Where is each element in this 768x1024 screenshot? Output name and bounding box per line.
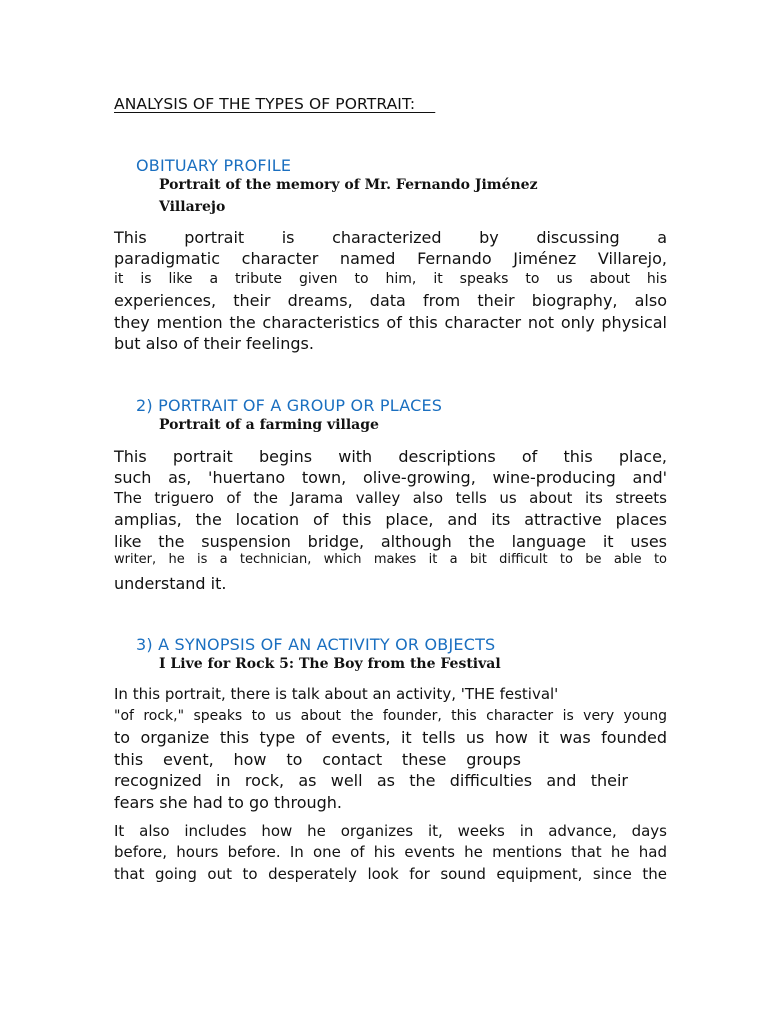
paragraph-line: In this portrait, there is talk about an activity, 'THE festival' xyxy=(114,685,559,703)
paragraph-line: amplias, the location of this place, and its attractive places xyxy=(114,510,667,529)
paragraph-line: "of rock," speaks to us about the founder, this character is very young xyxy=(114,708,667,724)
paragraph-line: like the suspension bridge, although the language it uses xyxy=(114,532,667,551)
paragraph-line: recognized in rock, as well as the difficulties and their xyxy=(114,771,628,790)
paragraph-line: understand it. xyxy=(114,574,227,593)
paragraph-line: to organize this type of events, it tells us how it was founded xyxy=(114,728,667,747)
paragraph-line: such as, 'huertano town, olive-growing, wine-producing and' xyxy=(114,468,667,487)
section-subheading: Villarejo xyxy=(159,199,226,215)
section-heading-obituary-profile: OBITUARY PROFILE xyxy=(136,156,292,175)
paragraph-line: this event, how to contact these groups xyxy=(114,750,521,769)
paragraph-line: they mention the characteristics of this character not only physical xyxy=(114,313,667,332)
paragraph-line: It also includes how he organizes it, weeks in advance, days xyxy=(114,822,667,840)
paragraph-line: The triguero of the Jarama valley also tells us about its streets xyxy=(114,489,667,507)
paragraph-line: that going out to desperately look for sound equipment, since the xyxy=(114,865,667,883)
paragraph-line: This portrait begins with descriptions of this place, xyxy=(114,447,667,466)
paragraph-line: before, hours before. In one of his events he mentions that he had xyxy=(114,843,667,861)
section-subheading: Portrait of the memory of Mr. Fernando Jiménez xyxy=(159,177,538,193)
paragraph-line: writer, he is a technician, which makes it a bit difficult to be able to xyxy=(114,552,667,567)
document-title: ANALYSIS OF THE TYPES OF PORTRAIT: xyxy=(114,95,436,113)
paragraph-line: it is like a tribute given to him, it speaks to us about his xyxy=(114,271,667,287)
section-subheading: I Live for Rock 5: The Boy from the Festival xyxy=(159,656,501,672)
section-heading-synopsis-activity: 3) A SYNOPSIS OF AN ACTIVITY OR OBJECTS xyxy=(136,635,496,654)
paragraph-line: fears she had to go through. xyxy=(114,793,343,812)
paragraph-line: but also of their feelings. xyxy=(114,334,314,353)
section-subheading: Portrait of a farming village xyxy=(159,417,379,433)
paragraph-line: experiences, their dreams, data from their biography, also xyxy=(114,291,667,310)
section-heading-group-or-places: 2) PORTRAIT OF A GROUP OR PLACES xyxy=(136,396,443,415)
paragraph-line: This portrait is characterized by discussing a xyxy=(114,228,667,247)
paragraph-line: paradigmatic character named Fernando Jiménez Villarejo, xyxy=(114,249,667,268)
